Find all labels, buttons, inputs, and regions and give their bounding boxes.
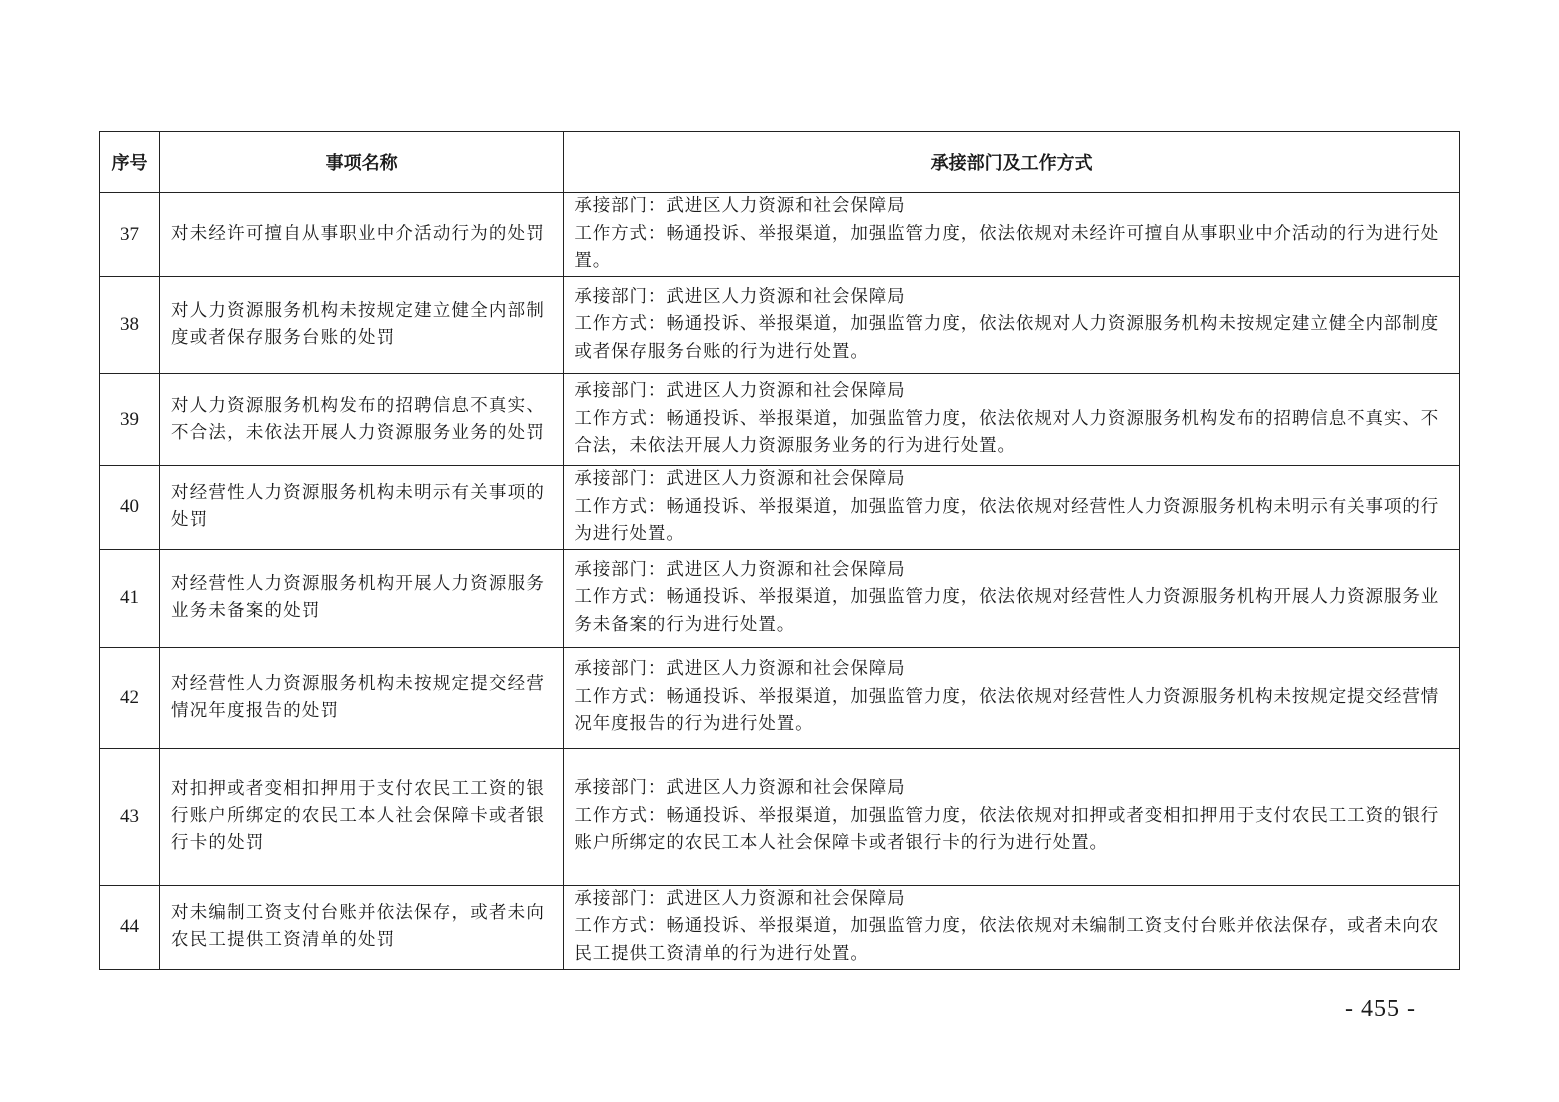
header-item-name: 事项名称 xyxy=(160,132,564,193)
table-row xyxy=(100,748,1460,885)
work-method-line: 工作方式：畅通投诉、举报渠道，加强监管力度，依法依规对人力资源服务机构发布的招聘信息不真实、不合法，未依法开展人力资源服务业务的行为进行处置。 xyxy=(574,408,1440,457)
item-name: 对人力资源服务机构发布的招聘信息不真实、不合法，未依法开展人力资源服务业务的处罚 xyxy=(160,374,564,466)
department-line: 承接部门：武进区人力资源和社会保障局 xyxy=(574,659,906,680)
serial-number: 40 xyxy=(100,466,160,550)
serial-number: 42 xyxy=(100,647,160,748)
department-method-cell xyxy=(564,885,1460,969)
work-method-line: 工作方式：畅通投诉、举报渠道，加强监管力度，依法依规对经营性人力资源服务机构未明示有关事项的行为进行处置。 xyxy=(574,496,1440,544)
serial-number: 43 xyxy=(100,748,160,885)
work-method-line: 工作方式：畅通投诉、举报渠道，加强监管力度，依法依规对扣押或者变相扣押用于支付农民工工资的银行账户所绑定的农民工本人社会保障卡或者银行卡的行为进行处置。 xyxy=(574,805,1440,854)
department-method-cell xyxy=(564,647,1460,748)
item-name: 对扣押或者变相扣押用于支付农民工工资的银行账户所绑定的农民工本人社会保障卡或者银行卡的处罚 xyxy=(160,748,564,885)
department-line: 承接部门：武进区人力资源和社会保障局 xyxy=(574,469,906,489)
department-line: 承接部门：武进区人力资源和社会保障局 xyxy=(574,559,906,580)
header-row xyxy=(100,132,1460,193)
serial-number: 41 xyxy=(100,549,160,647)
serial-number: 37 xyxy=(100,193,160,277)
serial-number: 44 xyxy=(100,885,160,969)
work-method-line: 工作方式：畅通投诉、举报渠道，加强监管力度，依法依规对经营性人力资源服务机构开展人力资源服务业务未备案的行为进行处置。 xyxy=(574,587,1440,635)
department-method-cell xyxy=(564,193,1460,277)
table-row xyxy=(100,374,1460,466)
items-table xyxy=(99,131,1460,970)
department-method-cell xyxy=(564,748,1460,885)
table-row xyxy=(100,193,1460,277)
header-serial-number: 序号 xyxy=(100,132,160,193)
item-name: 对人力资源服务机构未按规定建立健全内部制度或者保存服务台账的处罚 xyxy=(160,277,564,374)
department-line: 承接部门：武进区人力资源和社会保障局 xyxy=(574,196,906,217)
table-row xyxy=(100,277,1460,374)
department-method-cell xyxy=(564,374,1460,466)
department-line: 承接部门：武进区人力资源和社会保障局 xyxy=(574,888,906,909)
item-name: 对经营性人力资源服务机构未按规定提交经营情况年度报告的处罚 xyxy=(160,647,564,748)
department-line: 承接部门：武进区人力资源和社会保障局 xyxy=(574,778,906,799)
page-number: - 455 - xyxy=(1345,996,1416,1022)
header-department-method: 承接部门及工作方式 xyxy=(564,132,1460,193)
item-name: 对未经许可擅自从事职业中介活动行为的处罚 xyxy=(160,193,564,277)
table-row xyxy=(100,885,1460,969)
department-line: 承接部门：武进区人力资源和社会保障局 xyxy=(574,286,906,307)
serial-number: 38 xyxy=(100,277,160,374)
table-row xyxy=(100,466,1460,550)
department-method-cell xyxy=(564,549,1460,647)
table-row xyxy=(100,549,1460,647)
item-name: 对经营性人力资源服务机构开展人力资源服务业务未备案的处罚 xyxy=(160,549,564,647)
work-method-line: 工作方式：畅通投诉、举报渠道，加强监管力度，依法依规对人力资源服务机构未按规定建立健全内部制度或者保存服务台账的行为进行处置。 xyxy=(574,314,1440,362)
department-method-cell xyxy=(564,277,1460,374)
work-method-line: 工作方式：畅通投诉、举报渠道，加强监管力度，依法依规对未经许可擅自从事职业中介活动的行为进行处置。 xyxy=(574,223,1440,272)
item-name: 对经营性人力资源服务机构未明示有关事项的处罚 xyxy=(160,466,564,550)
item-name: 对未编制工资支付台账并依法保存，或者未向农民工提供工资清单的处罚 xyxy=(160,885,564,969)
serial-number: 39 xyxy=(100,374,160,466)
department-line: 承接部门：武进区人力资源和社会保障局 xyxy=(574,381,906,402)
work-method-line: 工作方式：畅通投诉、举报渠道，加强监管力度，依法依规对经营性人力资源服务机构未按规定提交经营情况年度报告的行为进行处置。 xyxy=(574,686,1440,735)
department-method-cell xyxy=(564,466,1460,550)
work-method-line: 工作方式：畅通投诉、举报渠道，加强监管力度，依法依规对未编制工资支付台账并依法保存，或者未向农民工提供工资清单的行为进行处置。 xyxy=(574,916,1440,964)
table-row xyxy=(100,647,1460,748)
